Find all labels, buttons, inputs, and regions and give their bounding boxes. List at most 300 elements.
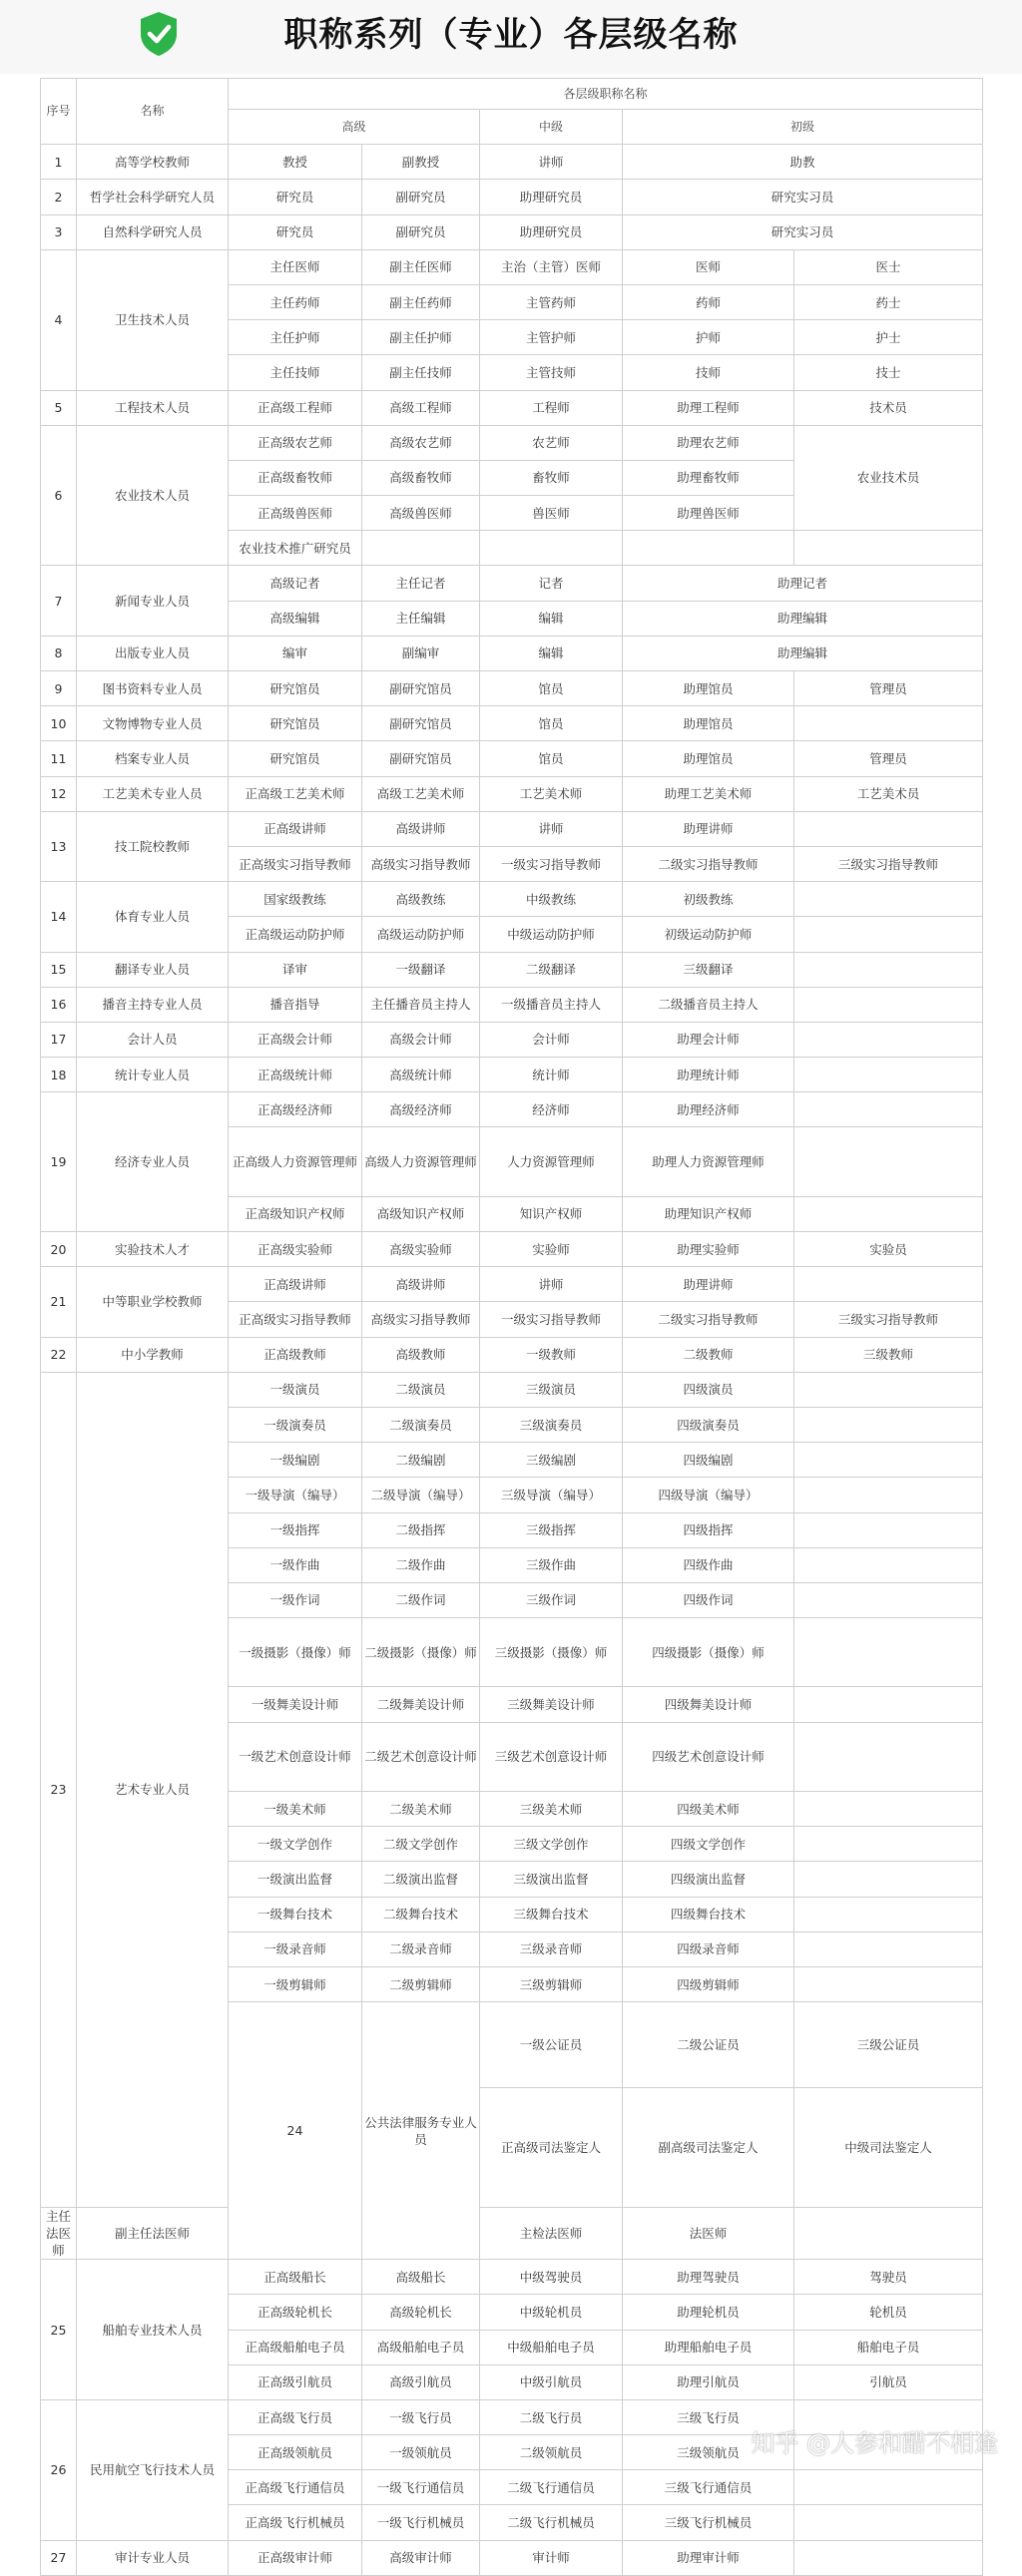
table-cell: 18 <box>41 1058 77 1092</box>
table-cell: 10 <box>41 706 77 741</box>
table-cell: 工艺美术师 <box>480 776 623 811</box>
table-cell: 医士 <box>794 249 983 284</box>
table-row <box>41 882 983 917</box>
table-cell: 助理人力资源管理师 <box>623 1127 794 1196</box>
table-cell <box>794 1862 983 1897</box>
table-cell: 二级舞台技术 <box>362 1897 480 1932</box>
table-cell: 高级工艺美术师 <box>362 776 480 811</box>
table-cell: 主任医师 <box>229 249 362 284</box>
table-cell: 图书资料专业人员 <box>77 671 229 706</box>
table-cell: 正高级飞行通信员 <box>229 2470 362 2505</box>
table-cell: 三级舞美设计师 <box>480 1687 623 1722</box>
table-cell: 高级讲师 <box>362 1267 480 1302</box>
table-cell: 四级演出监督 <box>623 1862 794 1897</box>
watermark <box>751 2420 998 2460</box>
table-row <box>41 2540 983 2575</box>
table-cell <box>794 2208 983 2260</box>
table-cell: 二级舞美设计师 <box>362 1687 480 1722</box>
table-cell: 一级实习指导教师 <box>480 846 623 881</box>
table-cell: 正高级农艺师 <box>229 425 362 460</box>
table-cell: 二级艺术创意设计师 <box>362 1722 480 1791</box>
table-cell: 一级录音师 <box>229 1932 362 1966</box>
table-cell: 副研究馆员 <box>362 741 480 776</box>
table-cell: 教授 <box>229 145 362 180</box>
table-cell: 驾驶员 <box>794 2260 983 2295</box>
table-cell: 一级艺术创意设计师 <box>229 1722 362 1791</box>
table-cell <box>794 1092 983 1127</box>
table-cell: 8 <box>41 636 77 670</box>
table-cell: 副编审 <box>362 636 480 670</box>
table-cell: 助理研究员 <box>480 215 623 249</box>
table-cell: 高级轮机长 <box>362 2295 480 2330</box>
table-row <box>41 706 983 741</box>
table-cell: 三级飞行机械员 <box>623 2505 794 2540</box>
table-cell: 艺术专业人员 <box>77 1372 229 2207</box>
table-cell: 船舶电子员 <box>794 2330 983 2364</box>
header-name: 名称 <box>77 79 229 145</box>
table-cell: 主检法医师 <box>480 2208 623 2260</box>
table-cell: 二级飞行机械员 <box>480 2505 623 2540</box>
table-cell: 高级讲师 <box>362 811 480 846</box>
table-cell: 中级引航员 <box>480 2364 623 2399</box>
table-cell: 四级文学创作 <box>623 1827 794 1862</box>
table-cell: 副研究员 <box>362 215 480 249</box>
table-cell: 正高级工程师 <box>229 390 362 425</box>
table-cell: 轮机员 <box>794 2295 983 2330</box>
table-row <box>41 741 983 776</box>
table-cell: 自然科学研究人员 <box>77 215 229 249</box>
table-cell <box>794 917 983 952</box>
table-cell: 三级舞台技术 <box>480 1897 623 1932</box>
table-cell: 一级摄影（摄像）师 <box>229 1618 362 1687</box>
table-cell: 副主任护师 <box>362 320 480 355</box>
table-cell: 工艺美术员 <box>794 776 983 811</box>
table-cell: 主任编辑 <box>362 601 480 636</box>
table-cell: 四级美术师 <box>623 1792 794 1827</box>
watermark-text: 知乎 @人参和醋不相逢 <box>751 2428 998 2457</box>
table-cell: 助理船舶电子员 <box>623 2330 794 2364</box>
table-cell <box>794 1478 983 1512</box>
table-cell: 主任记者 <box>362 566 480 601</box>
table-cell: 一级公证员 <box>480 2002 623 2088</box>
table-cell <box>794 1547 983 1582</box>
table-cell: 正高级讲师 <box>229 811 362 846</box>
table-cell: 主任播音员主持人 <box>362 987 480 1022</box>
table-cell <box>794 1443 983 1478</box>
table-cell: 二级摄影（摄像）师 <box>362 1618 480 1687</box>
table-cell: 助理工程师 <box>623 390 794 425</box>
table-cell: 助理馆员 <box>623 671 794 706</box>
table-cell: 高级运动防护师 <box>362 917 480 952</box>
table-cell: 中级船舶电子员 <box>480 2330 623 2364</box>
table-cell <box>794 1897 983 1932</box>
table-cell: 助理轮机员 <box>623 2295 794 2330</box>
table-cell: 译审 <box>229 952 362 987</box>
table-cell: 中级轮机员 <box>480 2295 623 2330</box>
table-row <box>41 636 983 670</box>
table-cell: 一级演出监督 <box>229 1862 362 1897</box>
table-row <box>41 145 983 180</box>
table-cell: 民用航空飞行技术人员 <box>77 2399 229 2540</box>
table-cell: 一级作词 <box>229 1582 362 1617</box>
title-table <box>40 78 983 2576</box>
table-cell: 正高级飞行机械员 <box>229 2505 362 2540</box>
table-cell: 三级导演（编导） <box>480 1478 623 1512</box>
table-cell: 三级翻译 <box>623 952 794 987</box>
table-cell: 高级农艺师 <box>362 425 480 460</box>
table-cell <box>623 531 794 566</box>
table-row <box>41 1058 983 1092</box>
header-middle: 中级 <box>480 110 623 145</box>
table-cell: 研究员 <box>229 215 362 249</box>
table-cell: 9 <box>41 671 77 706</box>
table-cell: 14 <box>41 882 77 952</box>
table-cell: 馆员 <box>480 706 623 741</box>
table-row <box>41 180 983 215</box>
table-cell: 13 <box>41 811 77 881</box>
table-cell: 船舶专业技术人员 <box>77 2260 229 2400</box>
table-cell: 正高级实习指导教师 <box>229 1302 362 1337</box>
table-cell: 主治（主管）医师 <box>480 249 623 284</box>
table-cell: 正高级知识产权师 <box>229 1196 362 1231</box>
header-junior: 初级 <box>623 110 983 145</box>
table-cell: 三级演出监督 <box>480 1862 623 1897</box>
table-cell: 实验师 <box>480 1232 623 1267</box>
table-cell: 一级文学创作 <box>229 1827 362 1862</box>
table-row <box>41 1372 983 1407</box>
table-cell: 助理统计师 <box>623 1058 794 1092</box>
table-cell: 讲师 <box>480 1267 623 1302</box>
table-cell: 研究实习员 <box>623 180 983 215</box>
table-cell: 三级录音师 <box>480 1932 623 1966</box>
table-cell: 正高级运动防护师 <box>229 917 362 952</box>
table-cell: 高级人力资源管理师 <box>362 1127 480 1196</box>
table-cell: 统计专业人员 <box>77 1058 229 1092</box>
table-cell: 引航员 <box>794 2364 983 2399</box>
table-cell: 5 <box>41 390 77 425</box>
table-cell: 农艺师 <box>480 425 623 460</box>
table-cell: 一级领航员 <box>362 2435 480 2470</box>
table-cell: 播音主持专业人员 <box>77 987 229 1022</box>
table-cell: 副主任药师 <box>362 284 480 319</box>
table-cell: 三级演奏员 <box>480 1407 623 1442</box>
table-cell: 三级演员 <box>480 1372 623 1407</box>
table-cell: 三级美术师 <box>480 1792 623 1827</box>
table-row <box>41 249 983 284</box>
table-cell: 一级演员 <box>229 1372 362 1407</box>
table-cell: 新闻专业人员 <box>77 566 229 636</box>
table-cell: 护士 <box>794 320 983 355</box>
table-cell: 一级导演（编导） <box>229 1478 362 1512</box>
table-cell: 高级工程师 <box>362 390 480 425</box>
table-cell: 二级领航员 <box>480 2435 623 2470</box>
table-cell <box>794 1058 983 1092</box>
table-cell: 三级编剧 <box>480 1443 623 1478</box>
table-cell: 出版专业人员 <box>77 636 229 670</box>
table-cell: 一级编剧 <box>229 1443 362 1478</box>
table-cell: 讲师 <box>480 145 623 180</box>
table-cell: 15 <box>41 952 77 987</box>
header-no: 序号 <box>41 79 77 145</box>
table-cell: 研究馆员 <box>229 671 362 706</box>
table-cell: 初级运动防护师 <box>623 917 794 952</box>
table-cell <box>794 1127 983 1196</box>
table-cell: 二级导演（编导） <box>362 1478 480 1512</box>
table-cell: 档案专业人员 <box>77 741 229 776</box>
table-cell <box>480 531 623 566</box>
table-cell <box>794 706 983 741</box>
table-cell: 26 <box>41 2399 77 2540</box>
table-cell: 25 <box>41 2260 77 2400</box>
table-cell: 中级教练 <box>480 882 623 917</box>
table-cell: 副研究员 <box>362 180 480 215</box>
table-cell: 一级播音员主持人 <box>480 987 623 1022</box>
table-cell: 21 <box>41 1267 77 1337</box>
table-cell: 审计师 <box>480 2540 623 2575</box>
table-cell <box>794 1267 983 1302</box>
table-cell: 助理记者 <box>623 566 983 601</box>
table-cell: 助理驾驶员 <box>623 2260 794 2295</box>
table-cell: 一级指挥 <box>229 1512 362 1547</box>
table-cell: 正高级工艺美术师 <box>229 776 362 811</box>
table-cell <box>794 1022 983 1057</box>
table-cell: 助理畜牧师 <box>623 460 794 495</box>
table-cell: 二级实习指导教师 <box>623 1302 794 1337</box>
table-cell: 四级录音师 <box>623 1932 794 1966</box>
table-cell: 药士 <box>794 284 983 319</box>
table-cell: 研究馆员 <box>229 741 362 776</box>
table-cell: 助理馆员 <box>623 741 794 776</box>
table-cell: 国家级教练 <box>229 882 362 917</box>
table-cell: 研究馆员 <box>229 706 362 741</box>
table-cell: 助理兽医师 <box>623 496 794 531</box>
table-cell: 16 <box>41 987 77 1022</box>
table-cell: 三级领航员 <box>623 2435 794 2470</box>
table-cell <box>794 882 983 917</box>
table-row <box>41 1267 983 1302</box>
table-cell: 播音指导 <box>229 987 362 1022</box>
table-cell: 7 <box>41 566 77 636</box>
table-cell: 一级美术师 <box>229 1792 362 1827</box>
table-cell: 二级播音员主持人 <box>623 987 794 1022</box>
table-row <box>41 776 983 811</box>
table-cell: 二级指挥 <box>362 1512 480 1547</box>
table-cell: 三级艺术创意设计师 <box>480 1722 623 1791</box>
table-cell: 正高级实验师 <box>229 1232 362 1267</box>
table-cell: 副高级司法鉴定人 <box>623 2088 794 2208</box>
table-cell: 二级美术师 <box>362 1792 480 1827</box>
table-cell: 助理编辑 <box>623 601 983 636</box>
table-row <box>41 952 983 987</box>
table-cell: 翻译专业人员 <box>77 952 229 987</box>
table-cell: 技士 <box>794 355 983 390</box>
table-cell: 二级编剧 <box>362 1443 480 1478</box>
table-cell: 正高级审计师 <box>229 2540 362 2575</box>
table-cell <box>794 987 983 1022</box>
table-cell: 会计师 <box>480 1022 623 1057</box>
table-cell: 农业技术员 <box>794 425 983 531</box>
table-cell: 四级指挥 <box>623 1512 794 1547</box>
table-cell: 23 <box>41 1372 77 2207</box>
table-cell: 初级教练 <box>623 882 794 917</box>
table-cell: 馆员 <box>480 741 623 776</box>
table-cell: 哲学社会科学研究人员 <box>77 180 229 215</box>
table-cell: 知识产权师 <box>480 1196 623 1231</box>
table-cell <box>794 1407 983 1442</box>
table-cell <box>794 1196 983 1231</box>
table-cell: 二级文学创作 <box>362 1827 480 1862</box>
table-cell: 二级公证员 <box>623 2002 794 2088</box>
header-senior: 高级 <box>229 110 480 145</box>
table-cell: 体育专业人员 <box>77 882 229 952</box>
table-cell: 二级剪辑师 <box>362 1966 480 2001</box>
table-cell: 副研究馆员 <box>362 671 480 706</box>
table-cell: 一级剪辑师 <box>229 1966 362 2001</box>
table-cell: 三级飞行员 <box>623 2399 794 2434</box>
page-header <box>0 0 1022 74</box>
table-row <box>41 425 983 460</box>
table-cell: 经济师 <box>480 1092 623 1127</box>
table-cell: 讲师 <box>480 811 623 846</box>
table-cell: 22 <box>41 1337 77 1372</box>
table-cell: 正高级船长 <box>229 2260 362 2295</box>
table-cell: 正高级讲师 <box>229 1267 362 1302</box>
table-cell: 四级演奏员 <box>623 1407 794 1442</box>
table-cell <box>794 1582 983 1617</box>
table-cell: 三级飞行通信员 <box>623 2470 794 2505</box>
table-cell: 主任药师 <box>229 284 362 319</box>
table-cell: 实验员 <box>794 1232 983 1267</box>
table-cell: 助理经济师 <box>623 1092 794 1127</box>
table-cell: 馆员 <box>480 671 623 706</box>
table-cell: 高级教师 <box>362 1337 480 1372</box>
table-cell: 一级演奏员 <box>229 1407 362 1442</box>
table-cell: 正高级飞行员 <box>229 2399 362 2434</box>
table-cell <box>794 1687 983 1722</box>
table-cell: 助理农艺师 <box>623 425 794 460</box>
table-cell: 主任法医师 <box>41 2208 77 2260</box>
table-cell: 三级公证员 <box>794 2002 983 2088</box>
table-cell: 高级引航员 <box>362 2364 480 2399</box>
table-cell: 审计专业人员 <box>77 2540 229 2575</box>
table-cell: 助理会计师 <box>623 1022 794 1057</box>
table-cell <box>794 531 983 566</box>
table-cell: 三级实习指导教师 <box>794 1302 983 1337</box>
table-cell: 四级作曲 <box>623 1547 794 1582</box>
table-cell <box>794 1792 983 1827</box>
table-cell: 高级经济师 <box>362 1092 480 1127</box>
table-cell: 一级飞行机械员 <box>362 2505 480 2540</box>
table-cell: 高级实验师 <box>362 1232 480 1267</box>
table-cell: 农业技术推广研究员 <box>229 531 362 566</box>
table-cell: 高级畜牧师 <box>362 460 480 495</box>
table-cell: 四级剪辑师 <box>623 1966 794 2001</box>
table-cell: 三级摄影（摄像）师 <box>480 1618 623 1687</box>
table-cell: 二级演奏员 <box>362 1407 480 1442</box>
table-cell: 二级演员 <box>362 1372 480 1407</box>
table-cell: 二级实习指导教师 <box>623 846 794 881</box>
table-cell: 正高级领航员 <box>229 2435 362 2470</box>
table-cell: 三级作词 <box>480 1582 623 1617</box>
table-cell: 二级演出监督 <box>362 1862 480 1897</box>
table-cell: 四级作词 <box>623 1582 794 1617</box>
table-cell: 正高级引航员 <box>229 2364 362 2399</box>
table-cell: 编辑 <box>480 636 623 670</box>
table-cell: 三级实习指导教师 <box>794 846 983 881</box>
table-cell: 高级教练 <box>362 882 480 917</box>
table-cell: 二级翻译 <box>480 952 623 987</box>
table-cell: 一级舞美设计师 <box>229 1687 362 1722</box>
table-cell: 法医师 <box>623 2208 794 2260</box>
table-cell: 文物博物专业人员 <box>77 706 229 741</box>
table-cell: 医师 <box>623 249 794 284</box>
table-cell: 助理讲师 <box>623 1267 794 1302</box>
table-cell: 12 <box>41 776 77 811</box>
table-cell: 助理研究员 <box>480 180 623 215</box>
table-cell: 一级教师 <box>480 1337 623 1372</box>
table-row <box>41 215 983 249</box>
table-cell: 四级艺术创意设计师 <box>623 1722 794 1791</box>
table-cell: 经济专业人员 <box>77 1092 229 1232</box>
table-cell: 中级运动防护师 <box>480 917 623 952</box>
table-cell: 工程技术人员 <box>77 390 229 425</box>
table-cell: 高级审计师 <box>362 2540 480 2575</box>
table-cell: 记者 <box>480 566 623 601</box>
table-cell: 20 <box>41 1232 77 1267</box>
table-cell <box>794 2540 983 2575</box>
table-cell: 会计人员 <box>77 1022 229 1057</box>
table-cell: 正高级教师 <box>229 1337 362 1372</box>
table-cell <box>794 1932 983 1966</box>
table-cell: 副教授 <box>362 145 480 180</box>
table-cell: 27 <box>41 2540 77 2575</box>
table-row <box>41 1092 983 1127</box>
table-cell: 助教 <box>623 145 983 180</box>
table-cell: 三级剪辑师 <box>480 1966 623 2001</box>
table-cell: 护师 <box>623 320 794 355</box>
table-cell <box>794 952 983 987</box>
table-cell: 三级文学创作 <box>480 1827 623 1862</box>
table-cell <box>794 2470 983 2505</box>
table-cell: 助理讲师 <box>623 811 794 846</box>
table-cell: 正高级兽医师 <box>229 496 362 531</box>
table-cell: 主管护师 <box>480 320 623 355</box>
table-cell: 一级飞行员 <box>362 2399 480 2434</box>
table-cell <box>794 1827 983 1862</box>
table-cell: 主管药师 <box>480 284 623 319</box>
table-cell: 一级实习指导教师 <box>480 1302 623 1337</box>
table-cell: 农业技术人员 <box>77 425 229 566</box>
table-cell: 正高级统计师 <box>229 1058 362 1092</box>
table-cell: 公共法律服务专业人员 <box>362 2002 480 2260</box>
table-cell: 编审 <box>229 636 362 670</box>
table-cell <box>794 811 983 846</box>
table-cell: 工艺美术专业人员 <box>77 776 229 811</box>
table-cell: 副主任技师 <box>362 355 480 390</box>
table-cell: 技师 <box>623 355 794 390</box>
table-cell <box>794 1722 983 1791</box>
table-cell: 副主任法医师 <box>77 2208 229 2260</box>
table-cell <box>362 531 480 566</box>
table-cell <box>794 2505 983 2540</box>
table-cell: 兽医师 <box>480 496 623 531</box>
table-cell: 三级作曲 <box>480 1547 623 1582</box>
table-cell: 正高级轮机长 <box>229 2295 362 2330</box>
table-row <box>41 987 983 1022</box>
table-cell: 高级船舶电子员 <box>362 2330 480 2364</box>
table-cell: 2 <box>41 180 77 215</box>
table-cell: 24 <box>229 2002 362 2260</box>
